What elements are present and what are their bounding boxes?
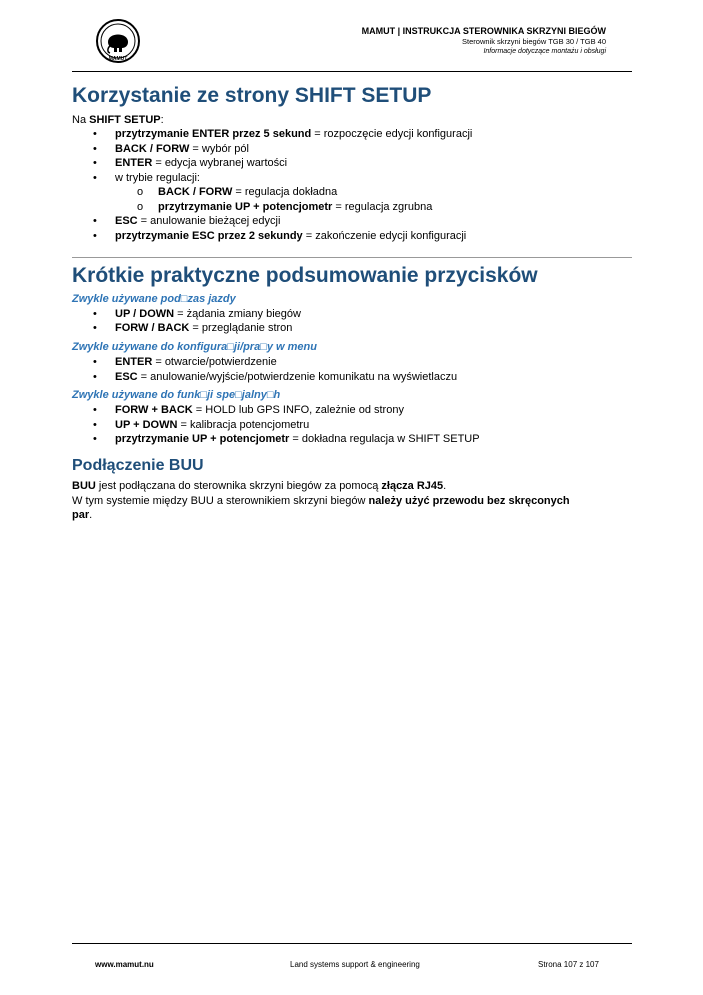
list-item: przytrzymanie UP + potencjometr = dokładna regulacja w SHIFT SETUP xyxy=(115,433,480,445)
page-header xyxy=(362,26,606,56)
svg-text:MAMUT: MAMUT xyxy=(108,56,128,62)
list-item: BACK / FORW = regulacja dokładna xyxy=(158,186,338,198)
header-subtitle2: Informacje dotyczące montażu i obsługi xyxy=(483,48,606,55)
list-item: ENTER = otwarcie/potwierdzenie xyxy=(115,356,277,368)
subsection-title: Zwykle używane pod□zas jazdy xyxy=(72,293,236,305)
section3-title: Podłączenie BUU xyxy=(72,457,204,474)
section1-intro: Na SHIFT SETUP: xyxy=(72,114,164,126)
subsection-title: Zwykle używane do konfigura□ji/pra□y w menu xyxy=(72,341,317,353)
header-divider xyxy=(72,71,632,72)
list-item: w trybie regulacji: xyxy=(115,172,200,184)
list-item: przytrzymanie UP + potencjometr = regulacja zgrubna xyxy=(158,201,433,213)
header-title: MAMUT | INSTRUKCJA STEROWNIKA SKRZYNI BIEGÓW xyxy=(361,26,606,36)
list-item: FORW + BACK = HOLD lub GPS INFO, zależnie od strony xyxy=(115,404,404,416)
paragraph-line: BUU jest podłączana do sterownika skrzyni biegów za pomocą złącza RJ45. xyxy=(72,480,447,492)
header-subtitle: Sterownik skrzyni biegów TGB 30 / TGB 40 xyxy=(462,37,606,46)
footer-divider xyxy=(72,943,632,944)
section-divider xyxy=(72,257,632,258)
paragraph-line: W tym systemie między BUU a sterownikiem skrzyni biegów należy użyć przewodu bez skręconych xyxy=(72,495,570,507)
list-item: UP + DOWN = kalibracja potencjometru xyxy=(115,419,310,431)
list-item: ESC = anulowanie bieżącej edycji xyxy=(115,215,281,227)
footer-tagline: Land systems support & engineering xyxy=(290,960,420,969)
section1-title: Korzystanie ze strony SHIFT SETUP xyxy=(72,84,432,107)
list-item: FORW / BACK = przeglądanie stron xyxy=(115,322,293,334)
list-item: ENTER = edycja wybranej wartości xyxy=(115,157,288,169)
list-item: BACK / FORW = wybór pól xyxy=(115,143,249,155)
footer-page-number: Strona 107 z 107 xyxy=(538,960,599,969)
subsection-title: Zwykle używane do funk□ji spe□jalny□h xyxy=(72,389,281,401)
section2-title: Krótkie praktyczne podsumowanie przycisków xyxy=(72,264,538,287)
mamut-logo xyxy=(95,18,141,64)
list-item: ESC = anulowanie/wyjście/potwierdzenie komunikatu na wyświetlaczu xyxy=(115,371,458,383)
paragraph-line: par. xyxy=(72,509,93,521)
list-item: UP / DOWN = żądania zmiany biegów xyxy=(115,308,301,320)
list-item: przytrzymanie ESC przez 2 sekundy = zakończenie edycji konfiguracji xyxy=(115,230,467,242)
footer-website: www.mamut.nu xyxy=(95,960,154,969)
list-item: przytrzymanie ENTER przez 5 sekund = rozpoczęcie edycji konfiguracji xyxy=(115,128,473,140)
